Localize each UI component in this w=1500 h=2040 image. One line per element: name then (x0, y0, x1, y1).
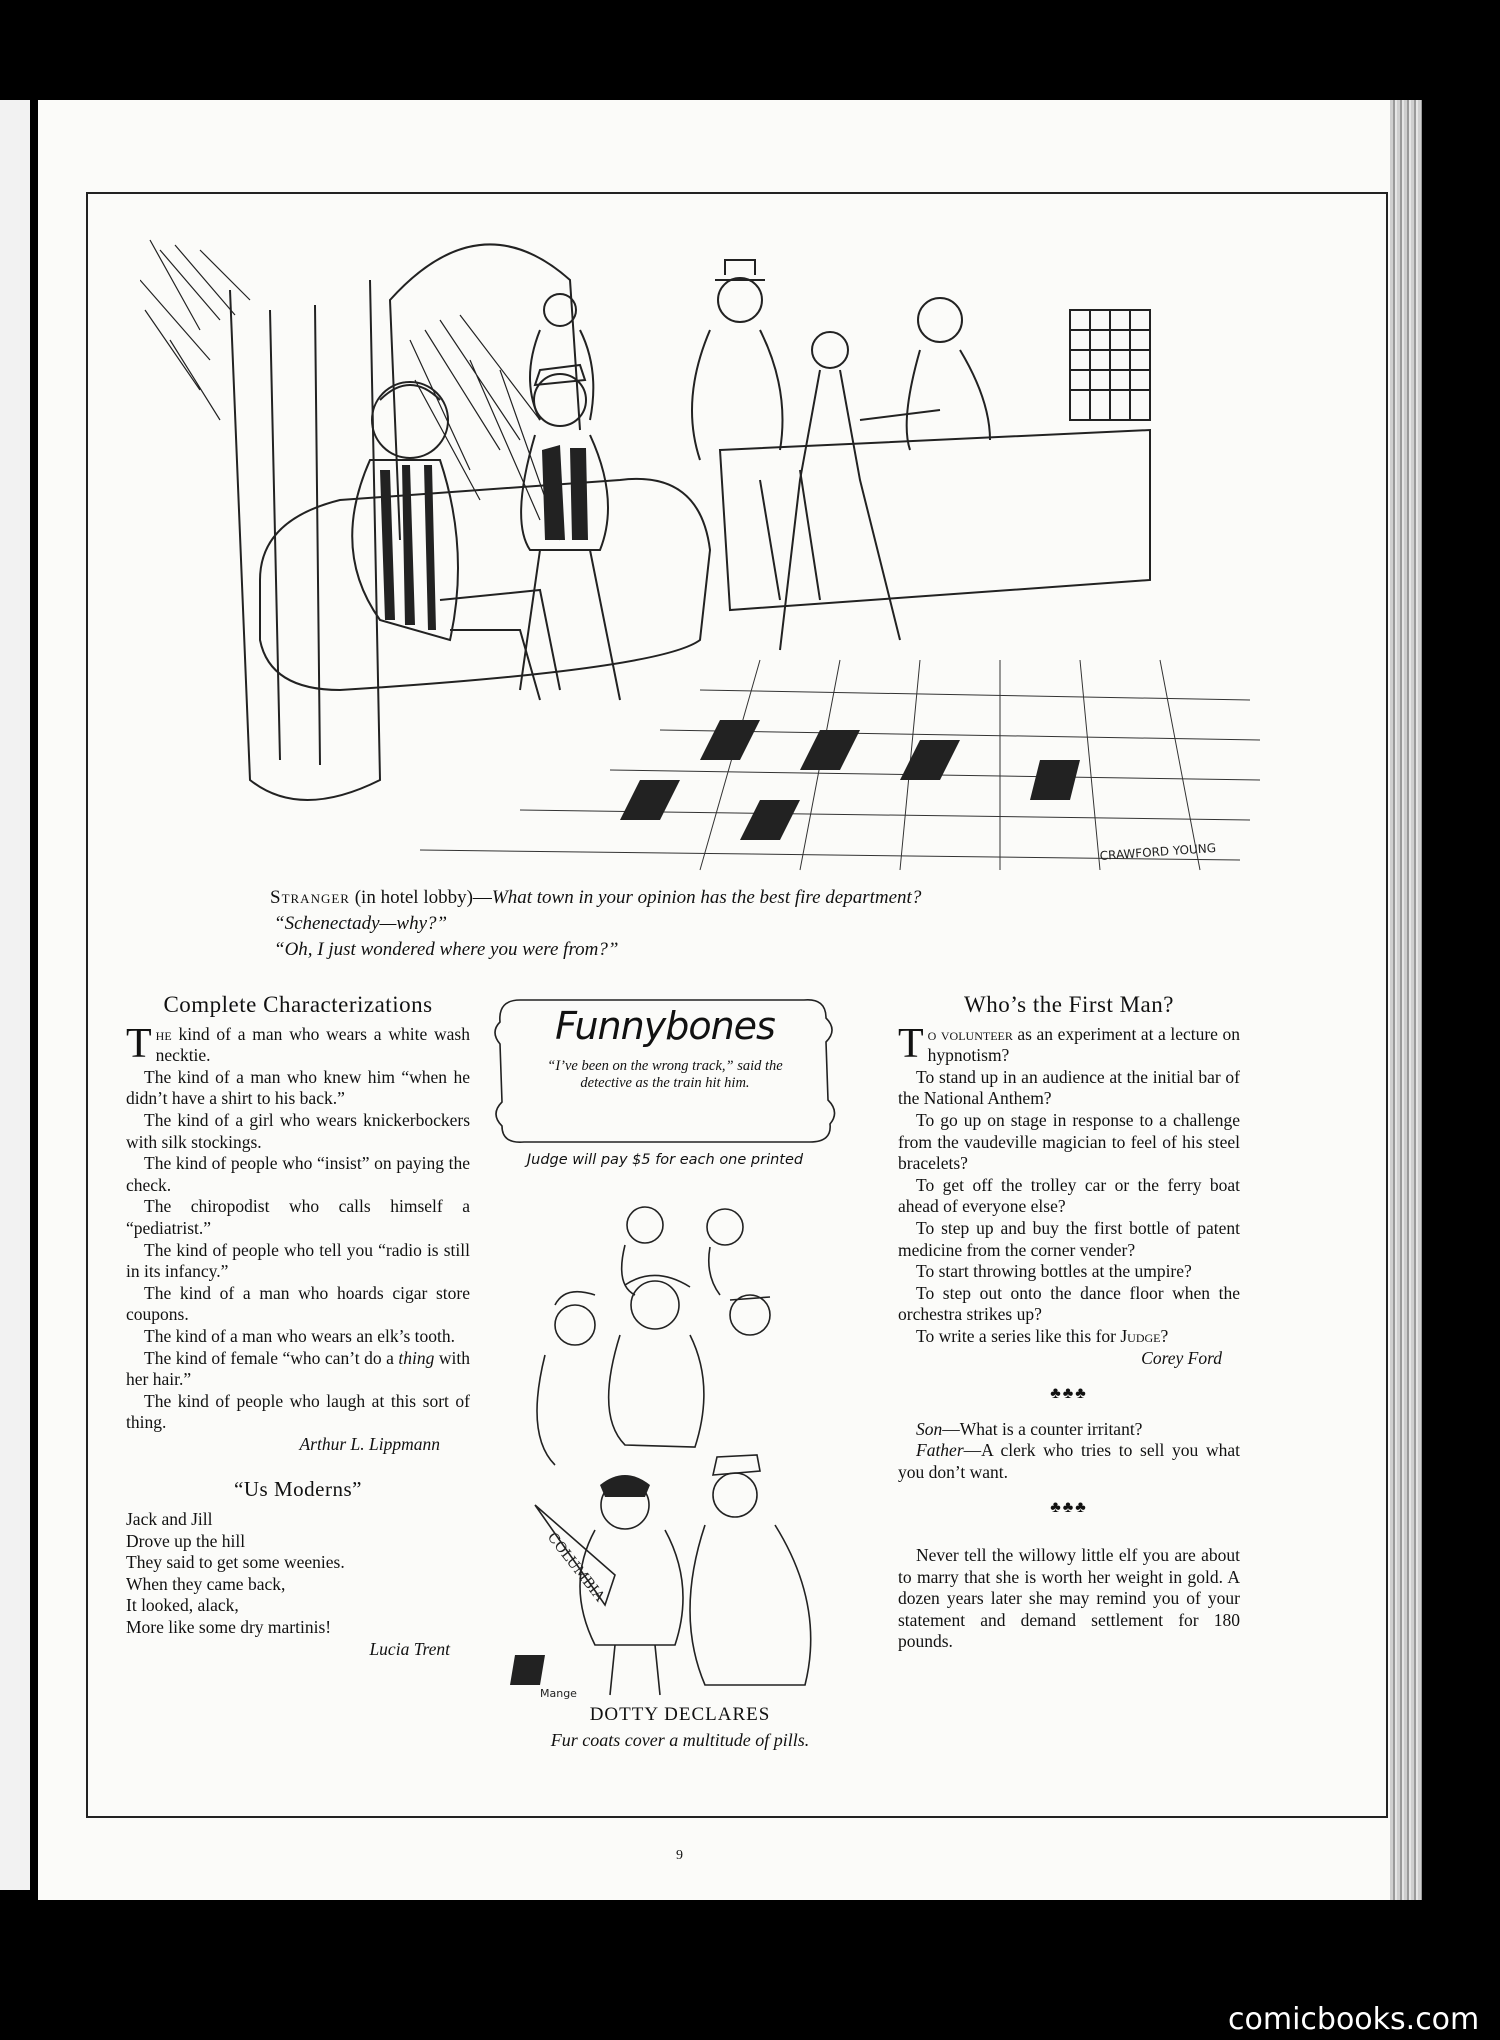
poem-line: Jack and Jill (126, 1509, 213, 1530)
poem-line: More like some dry martinis! (126, 1617, 332, 1638)
son-line: —What is a counter irritant? (942, 1418, 1143, 1439)
funnybones-quote: “I’ve been on the wrong track,” said the detective as the train hit him. (547, 1058, 783, 1091)
page-number: 9 (676, 1848, 683, 1863)
left-item: The kind of a man who wears an elk’s tooth. (144, 1325, 456, 1346)
closing-paragraph: Never tell the willowy little elf you are about to marry that she is worth her weight in gold. A dozen years later she may remind you of your statement and demand settlement for 180 pounds. (898, 1545, 1240, 1652)
caption-line-3: “Oh, I just wondered where you were from?” (274, 939, 619, 960)
star-ornament: ♣♣♣ (1050, 1499, 1088, 1517)
right-first-rest: as an experiment at a lecture on hypnotism? (927, 1023, 1240, 1066)
page-stack-edge (1390, 100, 1422, 1900)
poem-signature: Lucia Trent (369, 1638, 450, 1659)
left-dropcap: T (126, 1020, 152, 1067)
funnybones-pay-note: Judge will pay $5 for each one printed (526, 1152, 804, 1168)
right-last-pre: To write a series like this for (916, 1325, 1121, 1346)
right-item: To step up and buy the first bottle of patent medicine from the corner vender? (898, 1217, 1240, 1260)
father-line: —A clerk who tries to sell you what you don’t want. (898, 1440, 1240, 1482)
caption-speaker: Stranger (270, 887, 350, 908)
right-item: To stand up in an audience at the initial bar of the National Anthem? (898, 1066, 1240, 1109)
son-label: Son (916, 1418, 943, 1439)
dotty-caption: Fur coats cover a multitude of pills. (550, 1730, 810, 1750)
right-item: To go up on stage in response to a challenge from the vaudeville magician to feel of his steel bracelets? (898, 1109, 1240, 1174)
caption-line-2: “Schenectady—why?” (274, 913, 448, 934)
left-first-lead: he (155, 1023, 172, 1044)
left-first-rest: kind of a man who wears a white wash necktie. (155, 1023, 470, 1066)
star-ornament: ♣♣♣ (1050, 1385, 1088, 1403)
hotel-lobby-cartoon (140, 220, 1270, 880)
right-dropcap: T (898, 1020, 924, 1067)
right-column-title: Who’s the First Man? (964, 992, 1174, 1017)
left-item: The kind of people who “insist” on paying the check. (126, 1153, 470, 1195)
right-signature: Corey Ford (1141, 1347, 1222, 1368)
right-item: To get off the trolley car or the ferry boat ahead of everyone else? (898, 1174, 1240, 1217)
watermark: comicbooks.com (1228, 2002, 1480, 2037)
caption-line-1: What town in your opinion has the best fire department? (491, 887, 922, 908)
cartoon-signature: CRAWFORD YOUNG (1099, 840, 1217, 863)
left-item-last: The kind of people who laugh at this sort of thing. (126, 1390, 470, 1433)
artist-signature: Mange (540, 1687, 577, 1700)
right-first-lead: o volunteer (927, 1023, 1013, 1044)
left-item: The kind of a man who hoards cigar store coupons. (126, 1282, 470, 1325)
left-item: The kind of a girl who wears knickerbockers with silk stockings. (126, 1109, 470, 1152)
dotty-title: DOTTY DECLARES (589, 1704, 771, 1725)
pennant-text: COLUMBIA (543, 1529, 608, 1605)
right-item: To step out onto the dance floor when the orchestra strikes up? (898, 1282, 1240, 1325)
poem-line: It looked, alack, (126, 1595, 239, 1616)
female-line-em: thing (398, 1347, 435, 1368)
right-last-post: ? (1160, 1325, 1169, 1346)
poem-line: Drove up the hill (126, 1530, 246, 1551)
left-item: The kind of a man who knew him “when he didn’t have a shirt to his back.” (126, 1066, 470, 1109)
left-column-title: Complete Characterizations (163, 992, 433, 1017)
left-signature: Arthur L. Lippmann (299, 1433, 440, 1454)
female-line-post: with her hair.” (126, 1347, 470, 1390)
poem-line: They said to get some weenies. (126, 1552, 345, 1573)
female-line-pre: The kind of female “who can’t do a (144, 1347, 399, 1368)
right-last-judge: Judge (1120, 1325, 1161, 1346)
poem-title: “Us Moderns” (234, 1477, 362, 1502)
right-column (898, 994, 1240, 1653)
funnybones-title: Funnybones (555, 1004, 775, 1048)
poem (126, 1509, 470, 1639)
funnybones-box (490, 992, 840, 1148)
poem-line: When they came back, (126, 1573, 286, 1594)
cartoon-caption (270, 885, 1270, 963)
left-item: The kind of people who tell you “radio is still in its infancy.” (126, 1239, 470, 1282)
father-label: Father (916, 1440, 964, 1461)
caption-direction: (in hotel lobby)— (349, 887, 492, 908)
dotty-cartoon (505, 1185, 845, 1705)
left-item: The chiropodist who calls himself a “pediatrist.” (126, 1196, 470, 1238)
facing-page-edge (0, 100, 30, 1890)
right-item: To start throwing bottles at the umpire? (916, 1261, 1192, 1282)
left-column (126, 994, 470, 1660)
